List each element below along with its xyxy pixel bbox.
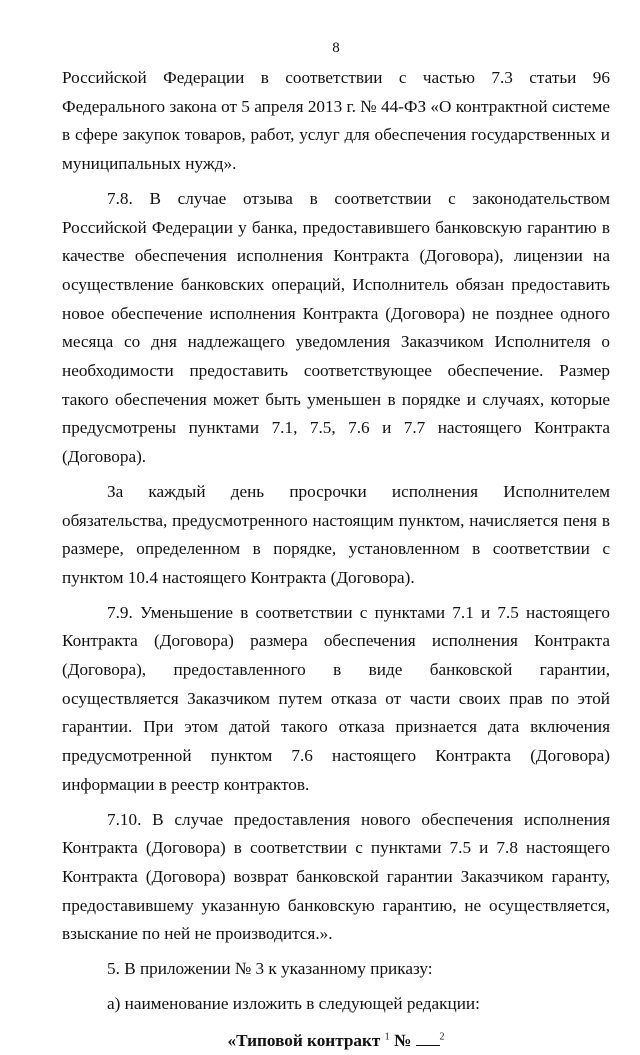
paragraph-item-a: а) наименование изложить в следующей редакции:: [62, 990, 610, 1019]
contract-heading: [62, 1027, 610, 1055]
number-sign: №: [394, 1031, 411, 1050]
footnote-marker-1: 1: [385, 1031, 390, 1042]
paragraph-7-10: 7.10. В случае предоставления нового обеспечения исполнения Контракта (Договора) в соответствии с пунктами 7.5 и 7.8 настоящего Контракта (Договора) возврат банковской гарантии Заказчиком гаранту, предоставившему указанную банковскую гарантию, не осуществляется, взыскание по ней не производится.».: [62, 806, 610, 950]
page-number: 8: [62, 38, 610, 58]
paragraph-item-5: 5. В приложении № 3 к указанному приказу:: [62, 955, 610, 984]
paragraph-7-9: 7.9. Уменьшение в соответствии с пунктами 7.1 и 7.5 настоящего Контракта (Договора) размера обеспечения исполнения Контракта (Договора), предоставленного в виде банковской гарантии, осуществляется Заказчиком путем отказа от части своих прав по этой гарантии. При этом датой такого отказа признается дата включения предусмотренной пунктом 7.6 настоящего Контракта (Договора) информации в реестр контрактов.: [62, 599, 610, 800]
contract-heading-text: «Типовой контракт: [227, 1031, 380, 1050]
document-body: [62, 64, 610, 1055]
contract-number-blank: [416, 1031, 440, 1046]
paragraph-7-8: 7.8. В случае отзыва в соответствии с законодательством Российской Федерации у банка, предоставившего банковскую гарантию в качестве обеспечения исполнения Контракта (Договора), лицензии на осуществление банковских операций, Исполнитель обязан предоставить новое обеспечение исполнения Контракта (Договора) не позднее одного месяца со дня надлежащего уведомления Заказчиком Исполнителя о необходимости предоставить соответствующее обеспечение. Размер такого обеспечения может быть уменьшен в порядке и случаях, которые предусмотрены пунктами 7.1, 7.5, 7.6 и 7.7 настоящего Контракта (Договора).: [62, 185, 610, 472]
footnote-marker-2: 2: [440, 1031, 445, 1042]
paragraph-penalty: За каждый день просрочки исполнения Исполнителем обязательства, предусмотренного настоящим пунктом, начисляется пеня в размере, определенном в порядке, установленном в соответствии с пунктом 10.4 настоящего Контракта (Договора).: [62, 478, 610, 593]
paragraph-continuation: Российской Федерации в соответствии с частью 7.3 статьи 96 Федерального закона от 5 апреля 2013 г. № 44-ФЗ «О контрактной системе в сфере закупок товаров, работ, услуг для обеспечения государственных и муниципальных нужд».: [62, 64, 610, 179]
